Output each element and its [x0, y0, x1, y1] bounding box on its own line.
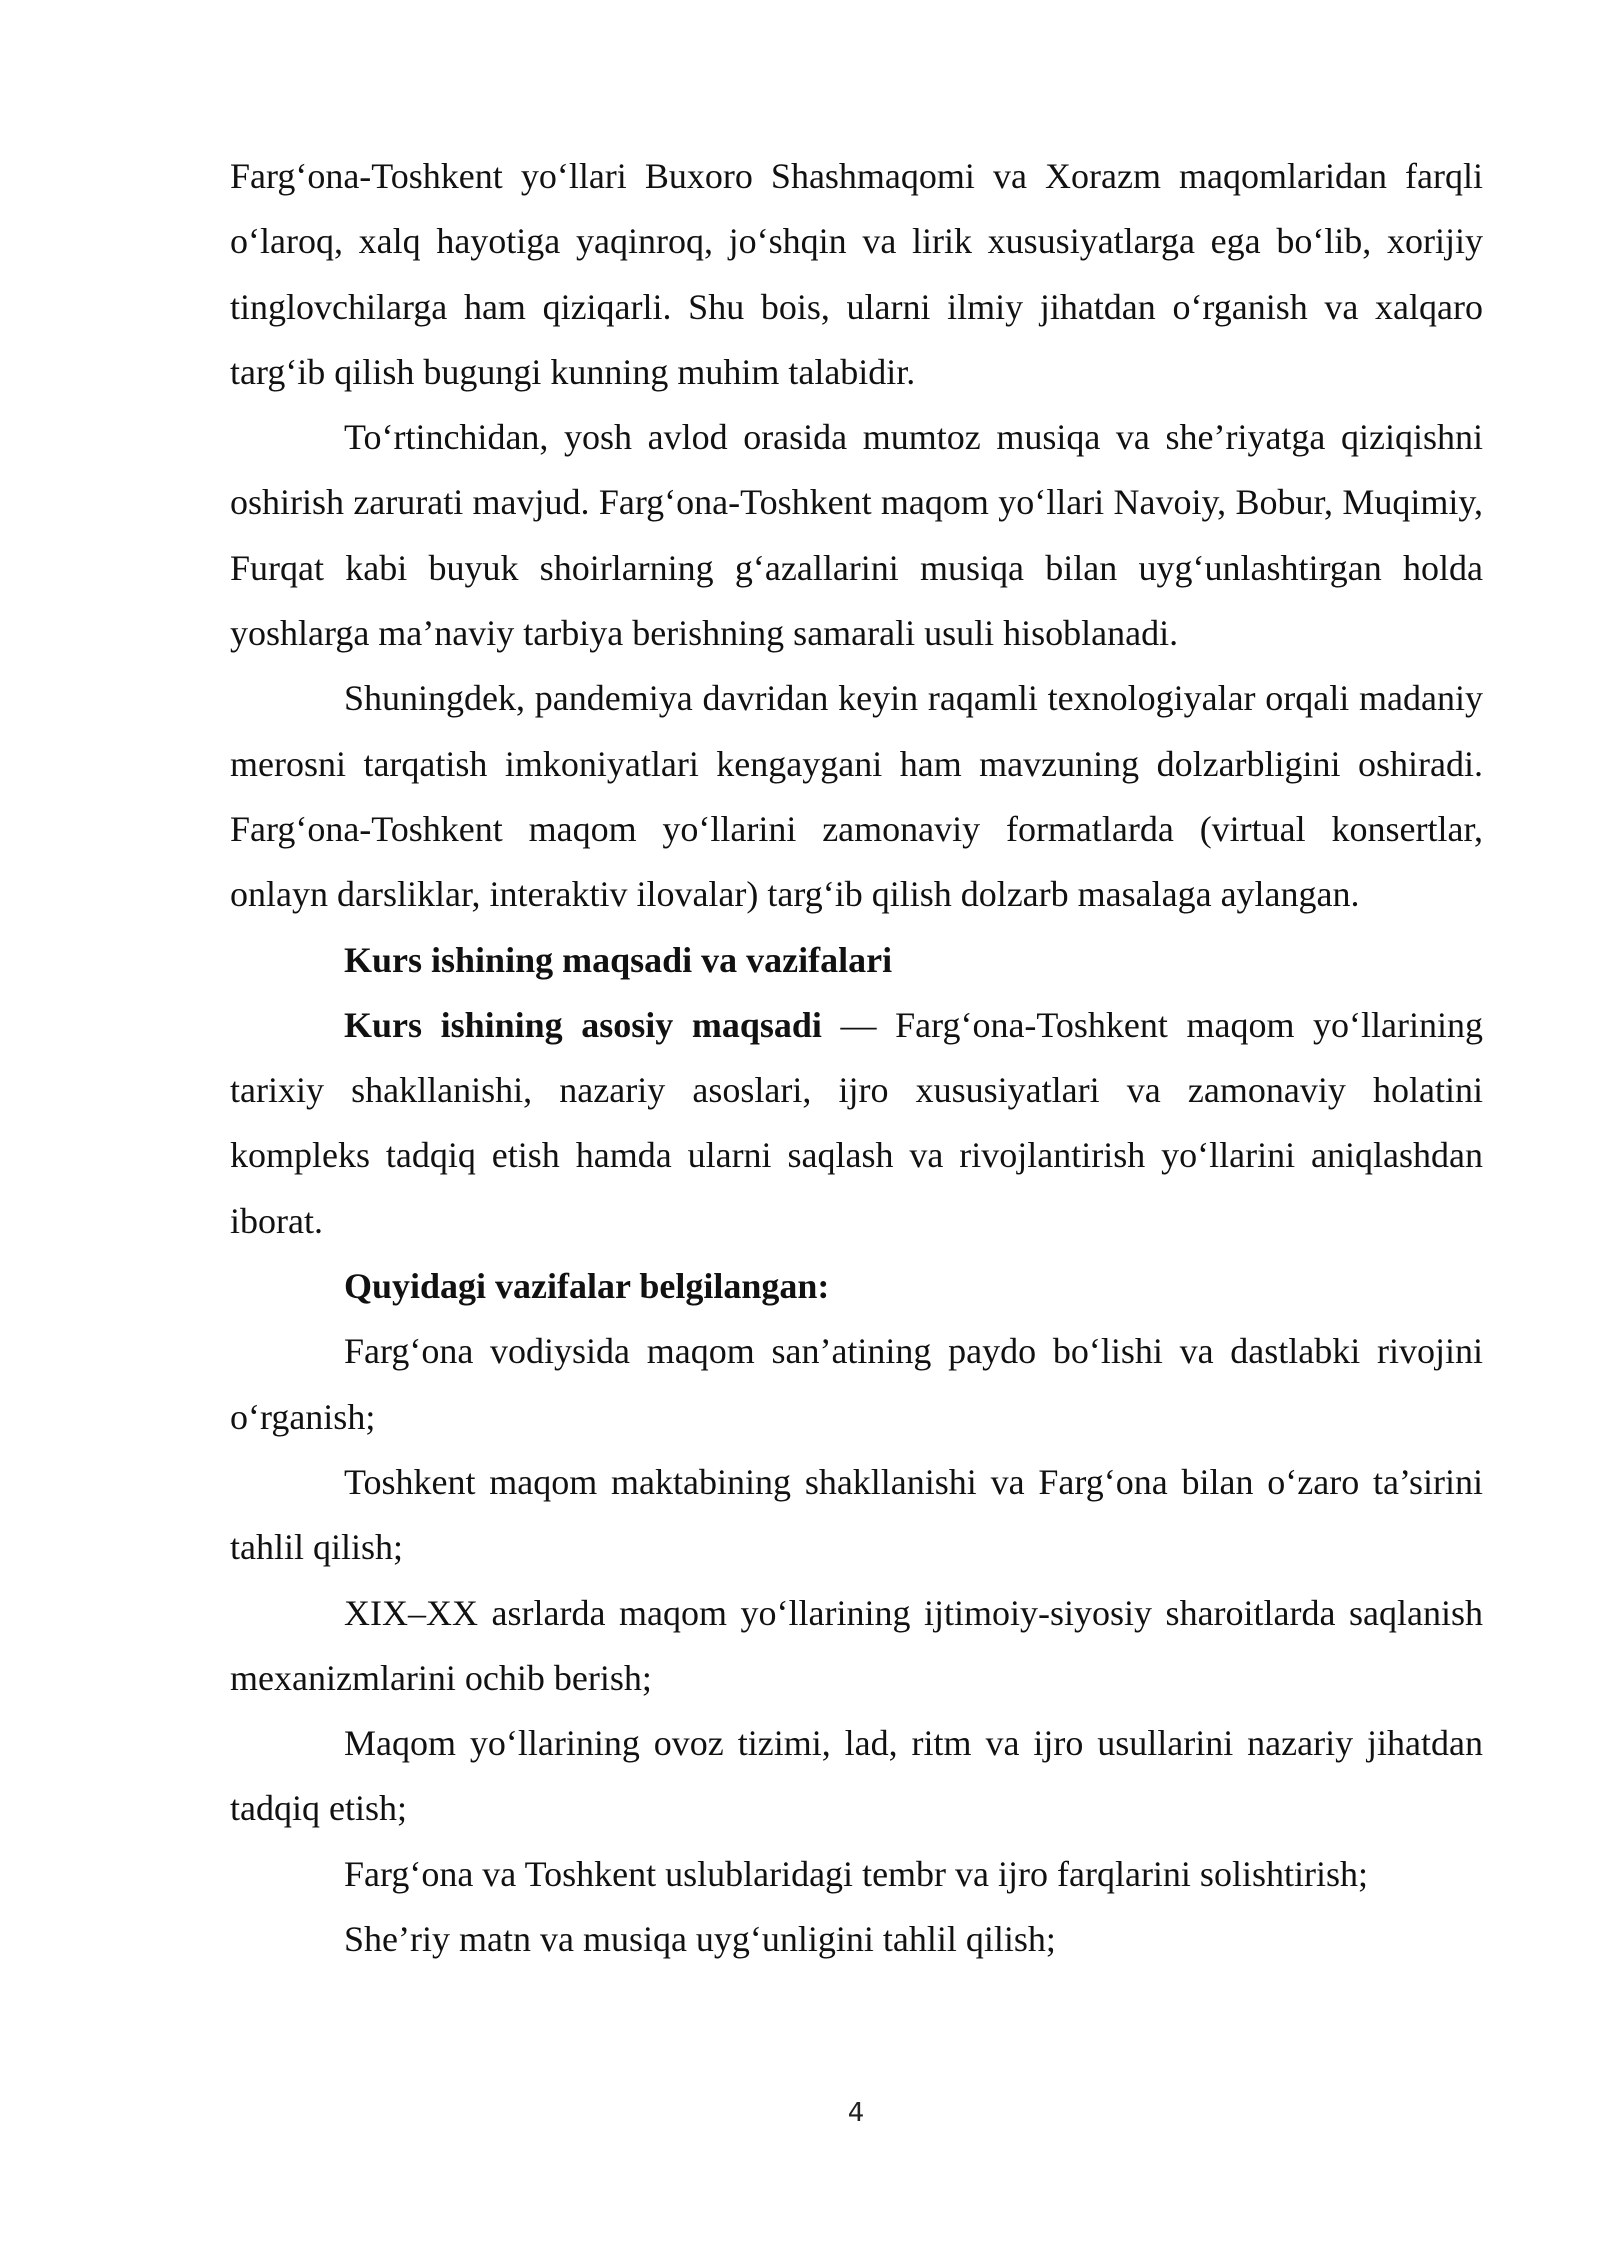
main-goal-text: — Farg‘ona-Toshkent maqom yo‘llarining tarixiy shakllanishi, nazariy asoslari, ijro xususiyatlari va zamonaviy holatini kompleks tadqiq etish hamda ularni saqlash va rivojlantirish yo‘llarini aniqlashdan iborat. — [230, 1004, 1483, 1241]
document-page — [230, 144, 1483, 1972]
main-goal-label: Kurs ishining asosiy maqsadi — [344, 1004, 822, 1045]
paragraph-intro: Farg‘ona-Toshkent yo‘llari Buxoro Shashmaqomi va Xorazm maqomlaridan farqli o‘laroq, xalq hayotiga yaqinroq, jo‘shqin va lirik xususiyatlarga ega bo‘lib, xorijiy tinglovchilarga ham qiziqarli. Shu bois, ularni ilmiy jihatdan o‘rganish va xalqaro targ‘ib qilish bugungi kunning muhim talabidir. — [230, 156, 1483, 392]
task-item: She’riy matn va musiqa uyg‘unligini tahlil qilish; — [344, 1919, 1056, 1960]
paragraph-fourth-reason: To‘rtinchidan, yosh avlod orasida mumtoz musiqa va she’riyatga qiziqishni oshirish zarurati mavjud. Farg‘ona-Toshkent maqom yo‘llari Navoiy, Bobur, Muqimiy, Furqat kabi buyuk shoirlarning g‘azallarini musiqa bilan uyg‘unlashtirgan holda yoshlarga ma’naviy tarbiya berishning samarali usuli hisoblanadi. — [230, 417, 1483, 654]
tasks-heading: Quyidagi vazifalar belgilangan: — [344, 1266, 830, 1307]
task-item: XIX–XX asrlarda maqom yo‘llarining ijtimoiy-siyosiy sharoitlarda saqlanish mexanizmlarini ochib berish; — [230, 1592, 1483, 1698]
task-item: Farg‘ona vodiysida maqom san’atining paydo bo‘lishi va dastlabki rivojini o‘rganish; — [230, 1331, 1483, 1437]
task-item: Farg‘ona va Toshkent uslublaridagi tembr va ijro farqlarini solishtirish; — [344, 1853, 1368, 1894]
task-item: Toshkent maqom maktabining shakllanishi va Farg‘ona bilan o‘zaro ta’sirini tahlil qilish; — [230, 1461, 1483, 1568]
paragraph-main-goal — [230, 993, 1483, 1254]
page-number: 4 — [847, 2098, 865, 2128]
section-heading-goals: Kurs ishining maqsadi va vazifalari — [344, 939, 893, 980]
paragraph-digital-heritage: Shuningdek, pandemiya davridan keyin raqamli texnologiyalar orqali madaniy merosni tarqatish imkoniyatlari kengaygani ham mavzuning dolzarbligini oshiradi. Farg‘ona-Toshkent maqom yo‘llarini zamonaviy formatlarda (virtual konsertlar, onlayn darsliklar, interaktiv ilovalar) targ‘ib qilish dolzarb masalaga aylangan. — [230, 678, 1483, 915]
task-item: Maqom yo‘llarining ovoz tizimi, lad, ritm va ijro usullarini nazariy jihatdan tadqiq etish; — [230, 1723, 1483, 1829]
